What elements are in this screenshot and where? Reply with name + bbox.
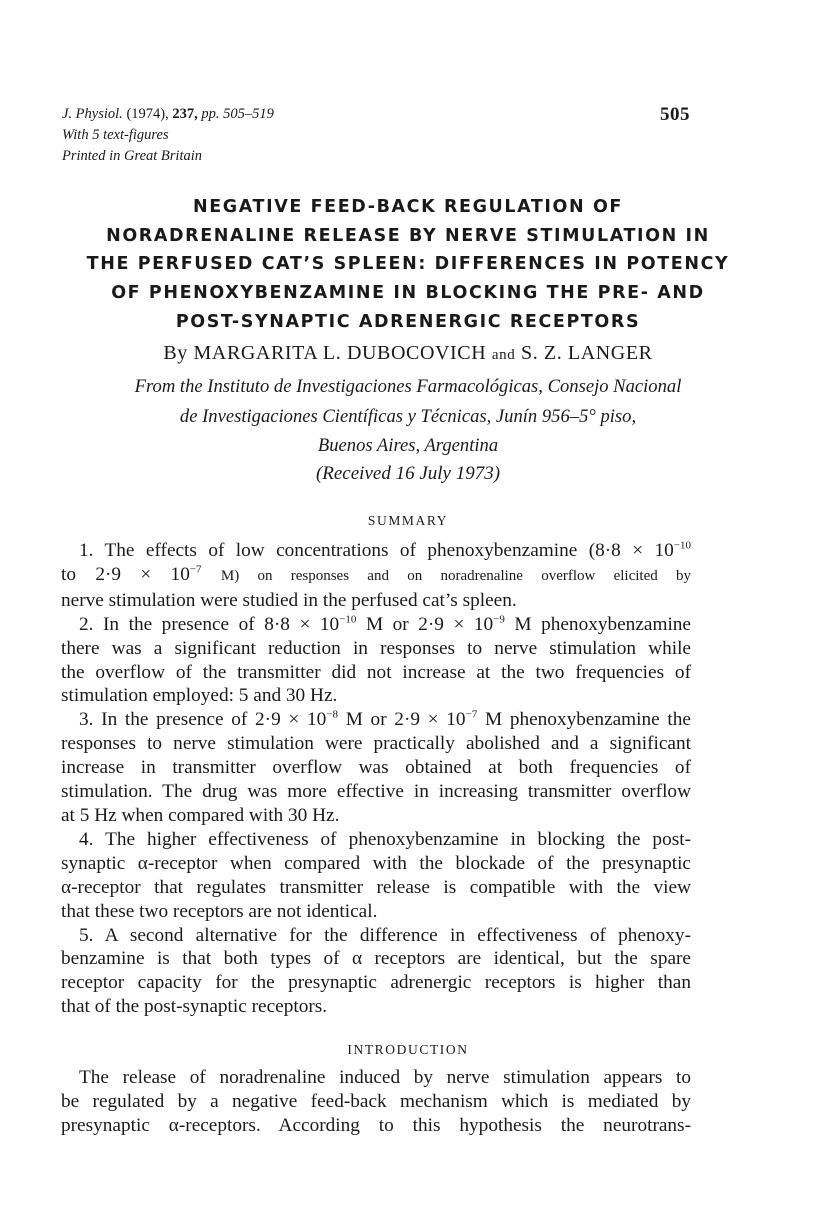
page-number: 505 (660, 104, 690, 125)
summary-line: 1. The effects of low concentrations of phenoxybenzamine ($8\cdot 8 \times 10^{-10}$ (79, 539, 691, 561)
title-line: OF PHENOXYBENZAMINE IN BLOCKING THE PRE- AND (111, 283, 705, 304)
summary-line: α-receptor that regulates transmitter release is compatible with the view (61, 876, 691, 898)
affiliation-line: From the Instituto de Investigaciones Farmacológicas, Consejo Nacional (134, 376, 682, 397)
printed-note: Printed in Great Britain (62, 148, 203, 164)
running-header (62, 104, 274, 167)
author-line (40, 342, 776, 365)
summary-line: stimulation employed: 5 and 30 Hz. (61, 685, 338, 707)
journal-year: (1974), (126, 106, 169, 122)
summary-line: the overflow of the transmitter did not increase at the two frequencies of (61, 661, 691, 683)
introduction-heading: INTRODUCTION (347, 1042, 469, 1057)
article-title (40, 193, 776, 337)
summary-heading: SUMMARY (367, 513, 449, 528)
journal-name: J. Physiol. (62, 106, 123, 122)
summary-line: synaptic α-receptor when compared with the blockade of the presynaptic (61, 852, 691, 874)
figures-note: With 5 text-figures (62, 127, 169, 143)
summary-line: stimulation. The drug was more effective in increasing transmitter overflow (61, 781, 691, 803)
intro-line: presynaptic α-receptors. According to this hypothesis the neurotrans- (61, 1114, 691, 1136)
summary-line: 4. The higher effectiveness of phenoxybenzamine in blocking the post- (79, 828, 691, 850)
intro-line: The release of noradrenaline induced by nerve stimulation appears to (79, 1067, 691, 1088)
title-line: POST-SYNAPTIC ADRENERGIC RECEPTORS (175, 311, 641, 332)
affiliation (70, 372, 746, 461)
summary-line: 5. A second alternative for the difference in effectiveness of phenoxy- (79, 924, 691, 946)
journal-volume: 237, (172, 106, 198, 122)
summary-line: 3. In the presence of $2\cdot 9 \times 10^{-8}$ M or $2\cdot 9 \times 10^{-7}$ M phenoxybenzamine the (79, 708, 691, 731)
summary-line: responses to nerve stimulation were practically abolished and a significant (61, 733, 691, 755)
summary-line: at 5 Hz when compared with 30 Hz. (61, 804, 340, 826)
title-line: NORADRENALINE RELEASE BY NERVE STIMULATION IN (106, 225, 710, 246)
summary-line: that these two receptors are not identical. (61, 900, 378, 922)
affiliation-line: Buenos Aires, Argentina (317, 435, 499, 456)
summary-line: to $2\cdot 9 \times 10^{-7}$ M) on responses and on noradrenaline overflow elicited by (61, 563, 691, 585)
received-date: (Received 16 July 1973) (315, 463, 501, 484)
summary-body (61, 539, 691, 1019)
author-name: MARGARITA L. DUBOCOVICH (193, 342, 487, 364)
summary-line: that of the post-synaptic receptors. (61, 996, 328, 1018)
summary-line: receptor capacity for the presynaptic adrenergic receptors is higher than (61, 972, 691, 994)
summary-line: 2. In the presence of $8\cdot 8 \times 10^{-10}$ M or $2\cdot 9 \times 10^{-9}$ M phenoxybenzamine (79, 613, 691, 635)
summary-line: there was a significant reduction in responses to nerve stimulation while (61, 637, 691, 659)
intro-line: be regulated by a negative feed-back mechanism which is mediated by (61, 1090, 691, 1112)
affiliation-line: de Investigaciones Científicas y Técnicas, Junín 956–5° piso, (179, 405, 637, 427)
summary-line: nerve stimulation were studied in the perfused cat’s spleen. (61, 589, 517, 611)
summary-line: increase in transmitter overflow was obtained at both frequencies of (61, 757, 691, 779)
introduction-body (61, 1066, 691, 1138)
citation-line (62, 104, 274, 125)
title-line: THE PERFUSED CAT’S SPLEEN: DIFFERENCES IN POTENCY (86, 254, 730, 275)
and-word: and (491, 347, 516, 363)
page-range: pp. 505–519 (201, 106, 274, 122)
by-word: By (163, 342, 188, 364)
title-line: NEGATIVE FEED-BACK REGULATION OF (193, 197, 623, 217)
summary-line: benzamine is that both types of α receptors are identical, but the spare (61, 948, 691, 970)
author-name: S. Z. LANGER (520, 342, 653, 364)
